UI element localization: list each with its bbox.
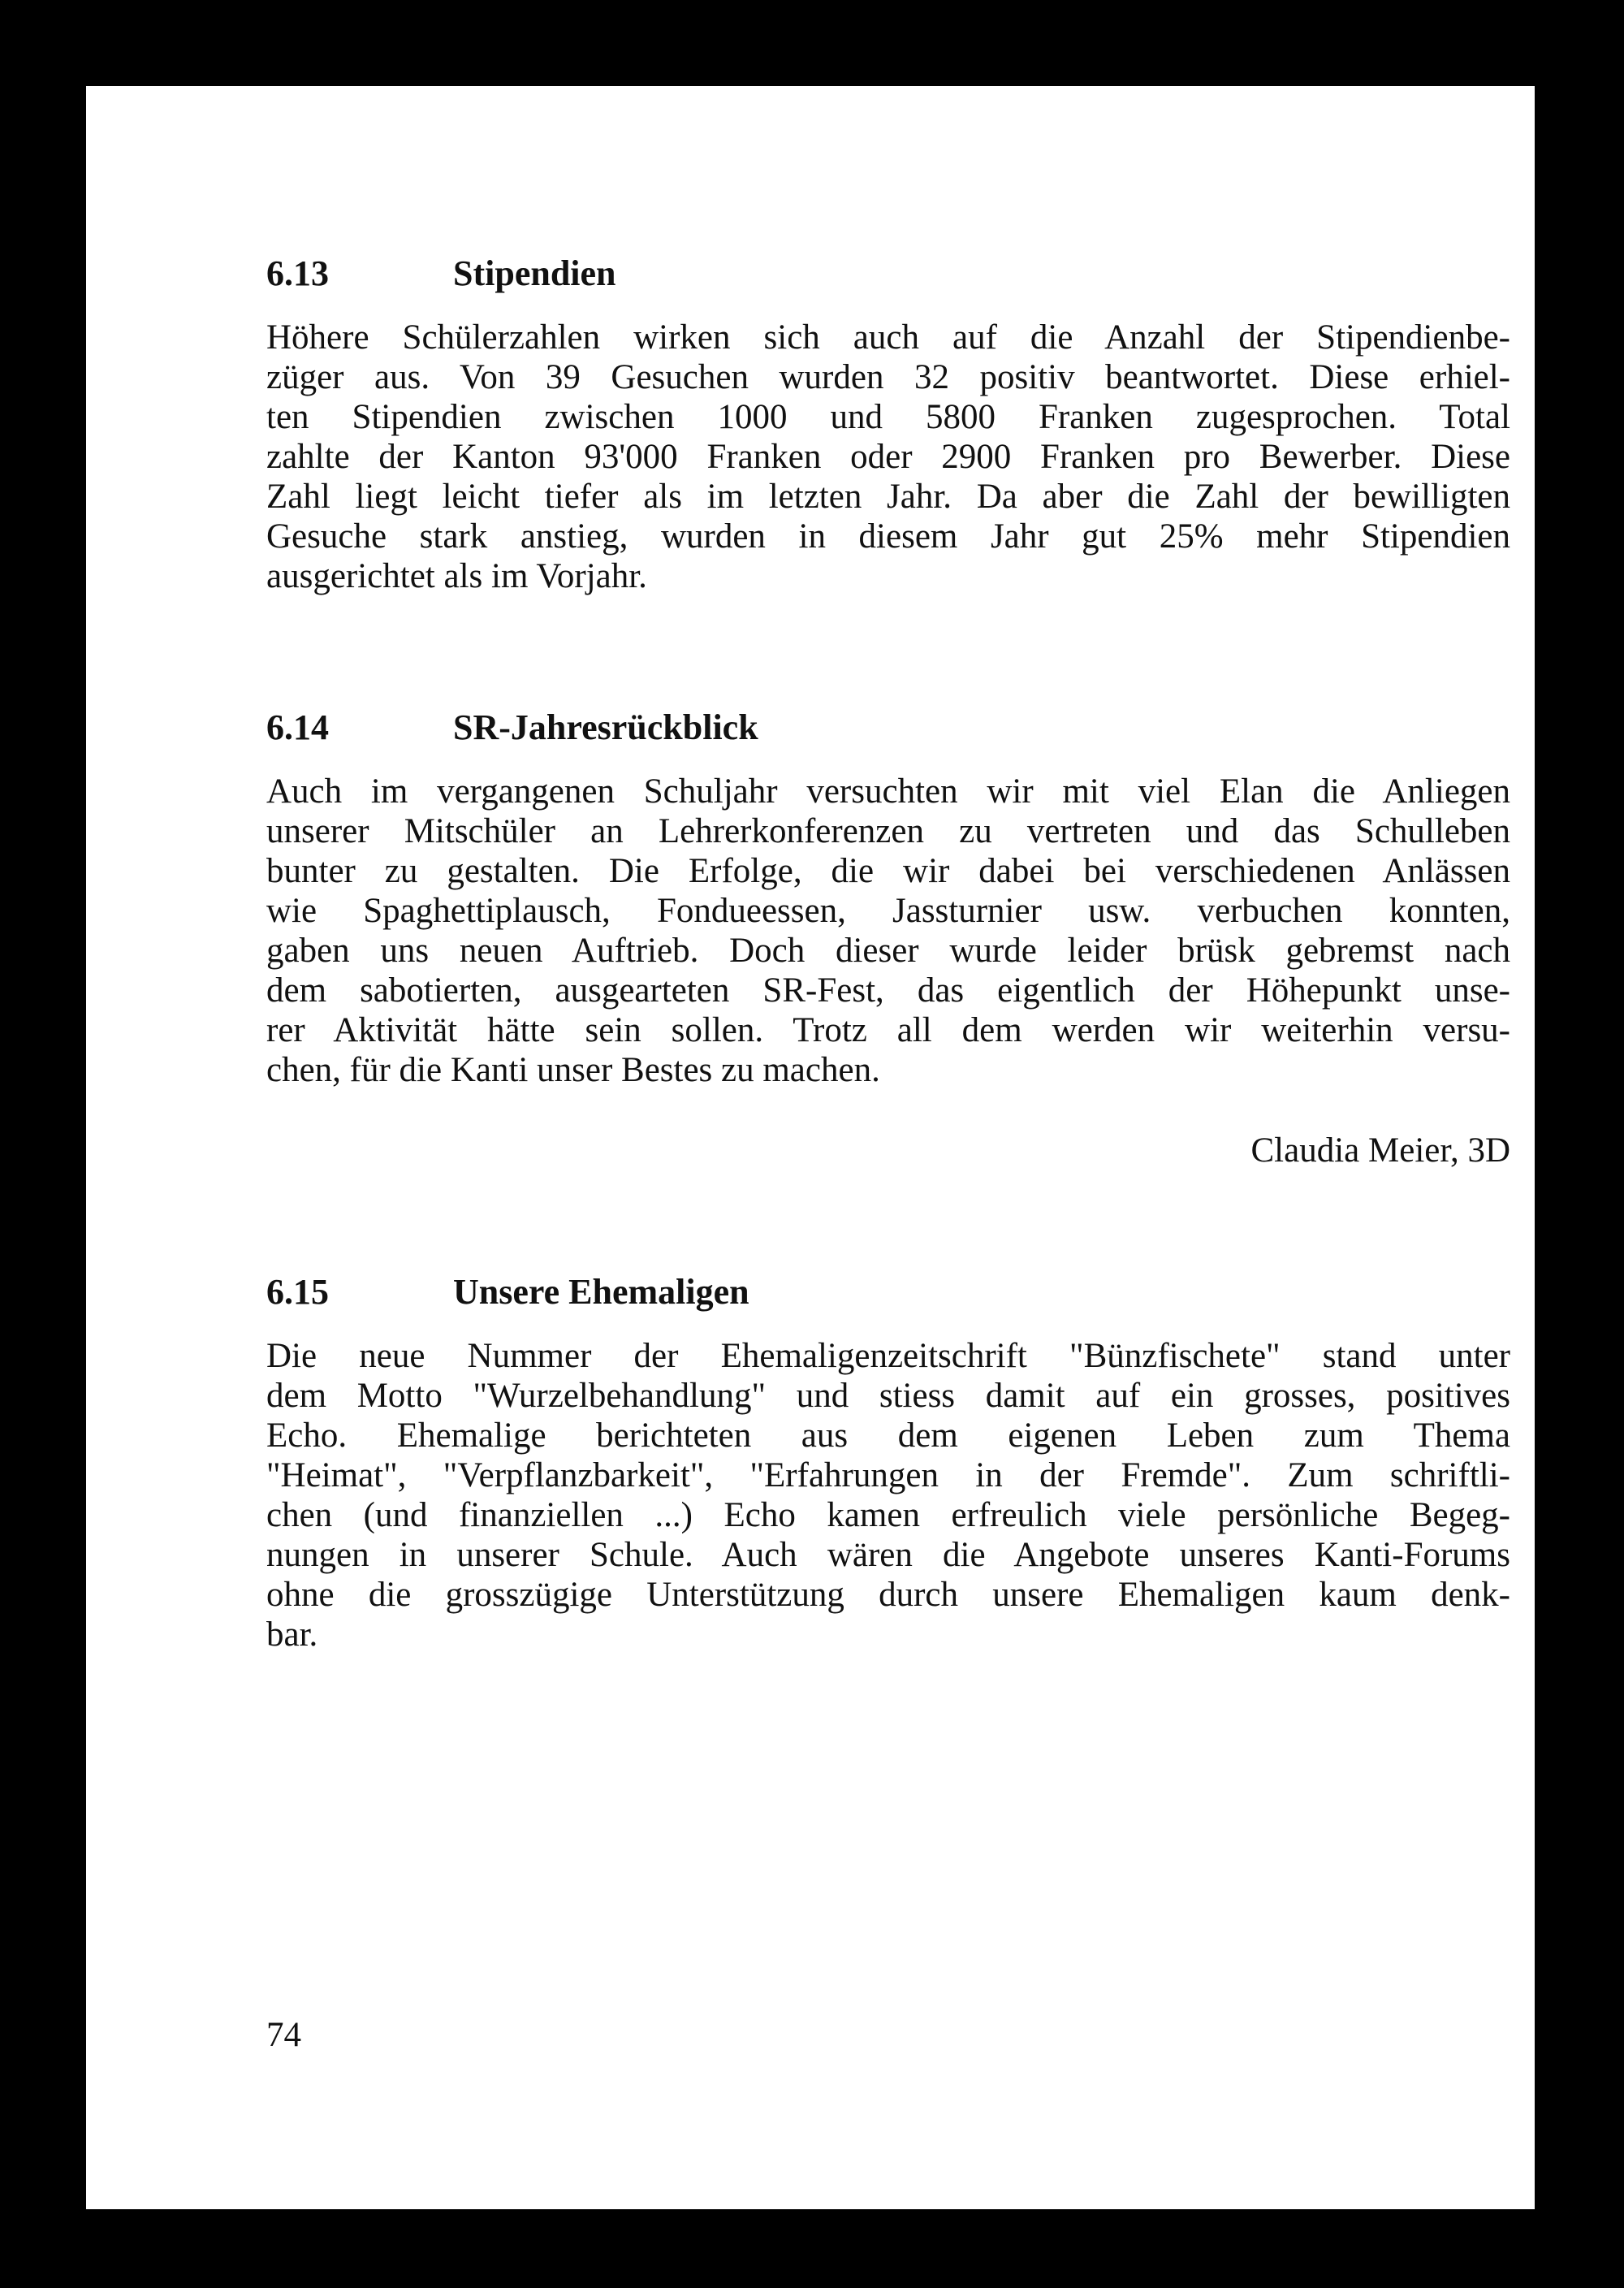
- paragraph-line: zahlte der Kanton 93'000 Franken oder 2900 Franken pro Bewerber. Diese: [266, 438, 1510, 476]
- paragraph-line: Echo. Ehemalige berichteten aus dem eigenen Leben zum Thema: [266, 1416, 1510, 1455]
- paragraph-line: Die neue Nummer der Ehemaligenzeitschrift "Bünzfischete" stand unter: [266, 1337, 1510, 1375]
- section-heading: [266, 1273, 1510, 1312]
- section-unsere-ehemaligen: [266, 1273, 1510, 1654]
- section-sr-jahresrueckblick: [266, 708, 1510, 1170]
- author-signature: Claudia Meier, 3D: [1250, 1131, 1510, 1170]
- section-heading: [266, 254, 1510, 293]
- section-paragraph: [266, 772, 1510, 1090]
- paragraph-line: gaben uns neuen Auftrieb. Doch dieser wurde leider brüsk gebremst nach: [266, 932, 1510, 970]
- paragraph-line: ausgerichtet als im Vorjahr.: [266, 557, 647, 595]
- section-heading: [266, 708, 1510, 747]
- page-number: 74: [266, 2016, 301, 2054]
- paragraph-line: "Heimat", "Verpflanzbarkeit", "Erfahrungen in der Fremde". Zum schriftli-: [266, 1456, 1510, 1494]
- paragraph-line: dem sabotierten, ausgearteten SR-Fest, das eigentlich der Höhepunkt unse-: [266, 971, 1510, 1010]
- paragraph-line: Zahl liegt leicht tiefer als im letzten Jahr. Da aber die Zahl der bewilligten: [266, 478, 1510, 516]
- section-title: Stipendien: [453, 253, 616, 293]
- section-title: Unsere Ehemaligen: [453, 1272, 749, 1312]
- paragraph-line: Höhere Schülerzahlen wirken sich auch auf die Anzahl der Stipendienbe-: [266, 318, 1510, 357]
- paragraph-line: bar.: [266, 1615, 318, 1654]
- paragraph-line: chen (und finanziellen ...) Echo kamen erfreulich viele persönliche Begeg-: [266, 1496, 1510, 1534]
- section-title: SR-Jahresrückblick: [453, 707, 758, 747]
- section-number: 6.14: [266, 707, 329, 747]
- paragraph-line: Auch im vergangenen Schuljahr versuchten wir mit viel Elan die Anliegen: [266, 772, 1510, 811]
- section-number: 6.13: [266, 253, 329, 293]
- paragraph-line: wie Spaghettiplausch, Fondueessen, Jassturnier usw. verbuchen konnten,: [266, 892, 1510, 930]
- paragraph-line: ohne die grosszügige Unterstützung durch unsere Ehemaligen kaum denk-: [266, 1576, 1510, 1614]
- paragraph-line: Gesuche stark anstieg, wurden in diesem Jahr gut 25% mehr Stipendien: [266, 517, 1510, 556]
- paragraph-line: rer Aktivität hätte sein sollen. Trotz all dem werden wir weiterhin versu-: [266, 1011, 1510, 1049]
- section-stipendien: [266, 254, 1510, 596]
- section-paragraph: [266, 1336, 1510, 1654]
- paragraph-line: dem Motto "Wurzelbehandlung" und stiess damit auf ein grosses, positives: [266, 1377, 1510, 1415]
- section-number: 6.15: [266, 1272, 329, 1312]
- document-page: [86, 86, 1535, 2209]
- paragraph-line: bunter zu gestalten. Die Erfolge, die wir dabei bei verschiedenen Anlässen: [266, 852, 1510, 890]
- paragraph-line: chen, für die Kanti unser Bestes zu machen.: [266, 1051, 880, 1089]
- paragraph-line: züger aus. Von 39 Gesuchen wurden 32 positiv beantwortet. Diese erhiel-: [266, 358, 1510, 396]
- paragraph-line: nungen in unserer Schule. Auch wären die Angebote unseres Kanti-Forums: [266, 1536, 1510, 1574]
- paragraph-line: ten Stipendien zwischen 1000 und 5800 Franken zugesprochen. Total: [266, 398, 1510, 436]
- paragraph-line: unserer Mitschüler an Lehrerkonferenzen zu vertreten und das Schulleben: [266, 812, 1510, 850]
- section-paragraph: [266, 318, 1510, 596]
